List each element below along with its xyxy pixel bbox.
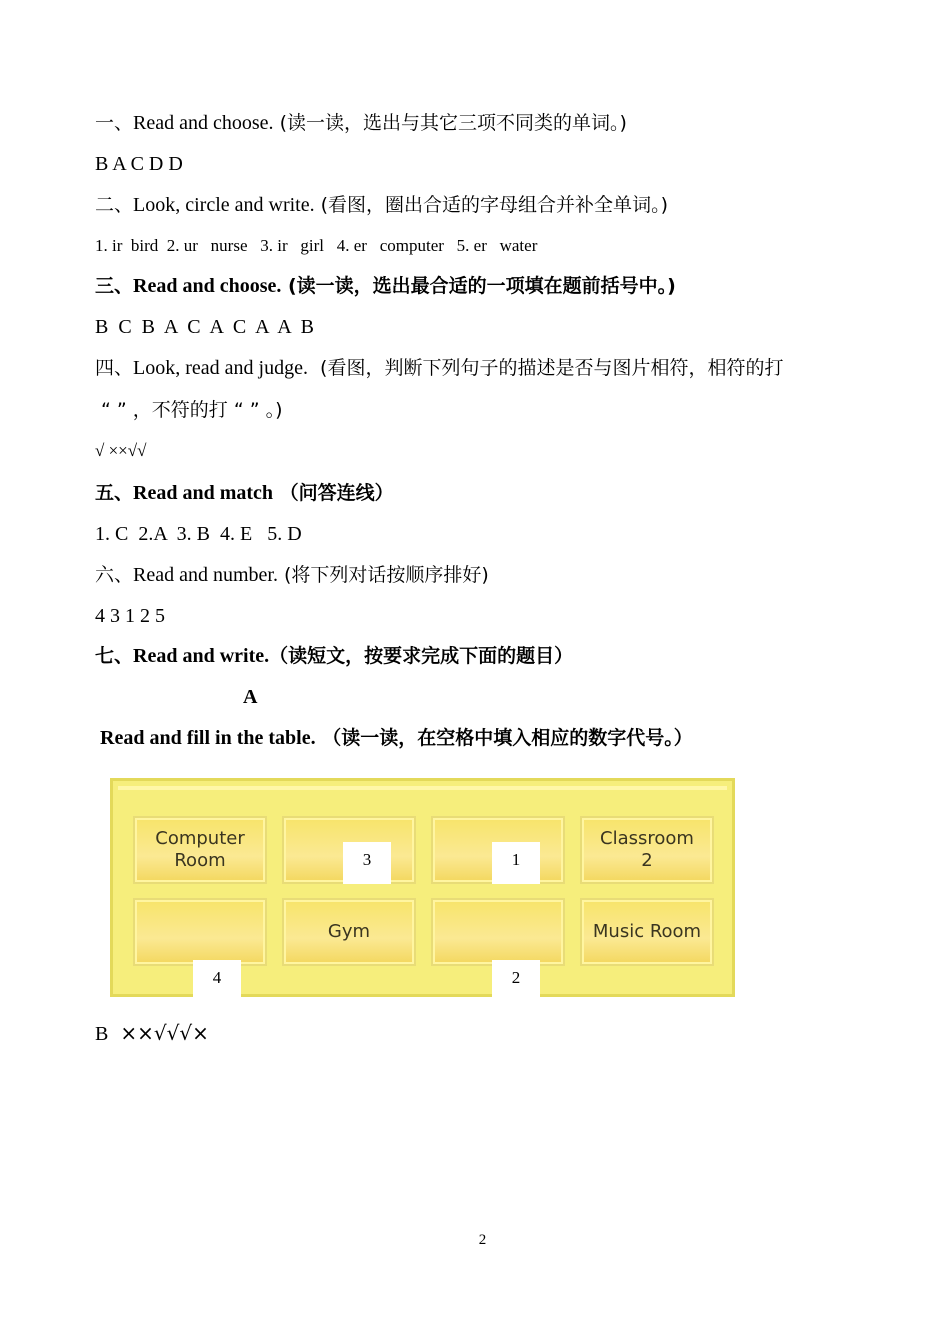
room-classroom-2: Classroom 2 <box>580 816 714 884</box>
section-5-heading: 五、Read and match （问答连线） <box>95 482 394 504</box>
section-4-answer: √ ××√√ <box>95 441 147 460</box>
section-7-heading: 七、Read and write.（读短文，按要求完成下面的题目） <box>95 645 574 667</box>
answer-box-1: 1 <box>492 842 540 884</box>
room-blank-4 <box>431 898 565 966</box>
answer-box-3: 3 <box>343 842 391 884</box>
section-1-answer: B A C D D <box>95 153 183 175</box>
answer-box-4: 4 <box>193 960 241 997</box>
part-b-answer: B ××√√√× <box>95 1021 209 1045</box>
room-music-room: Music Room <box>580 898 714 966</box>
page-number: 2 <box>478 1232 487 1248</box>
part-a-label: A <box>243 686 258 708</box>
section-3-heading: 三、Read and choose. (读一读，选出最合适的一项填在题前括号中。) <box>95 275 676 297</box>
room-blank-3 <box>133 898 267 966</box>
section-2-answer: 1. ir bird 2. ur nurse 3. ir girl 4. er computer 5. er water <box>95 236 538 255</box>
school-map <box>110 778 735 997</box>
section-6-answer: 4 3 1 2 5 <box>95 605 165 627</box>
section-5-answer: 1. C 2.A 3. B 4. E 5. D <box>95 523 302 545</box>
section-1-heading: 一、Read and choose. (读一读，选出与其它三项不同类的单词。) <box>95 112 627 134</box>
answer-box-2: 2 <box>492 960 540 997</box>
room-computer-room: Computer Room <box>133 816 267 884</box>
part-a-instruction: Read and fill in the table. （读一读，在空格中填入相应的数字代号。） <box>100 727 693 749</box>
section-6-heading: 六、Read and number. (将下列对话按顺序排好) <box>95 564 489 586</box>
section-3-answer: B C B A C A C A A B <box>95 316 314 338</box>
section-2-heading: 二、Look, circle and write. (看图，圈出合适的字母组合并补全单词。) <box>95 194 668 216</box>
section-4-heading-cont: “ ” ，不符的打 “ ” 。) <box>95 399 283 421</box>
section-4-heading: 四、Look, read and judge. (看图，判断下列句子的描述是否与图片相符，相符的打 <box>95 357 784 379</box>
room-gym: Gym <box>282 898 416 966</box>
